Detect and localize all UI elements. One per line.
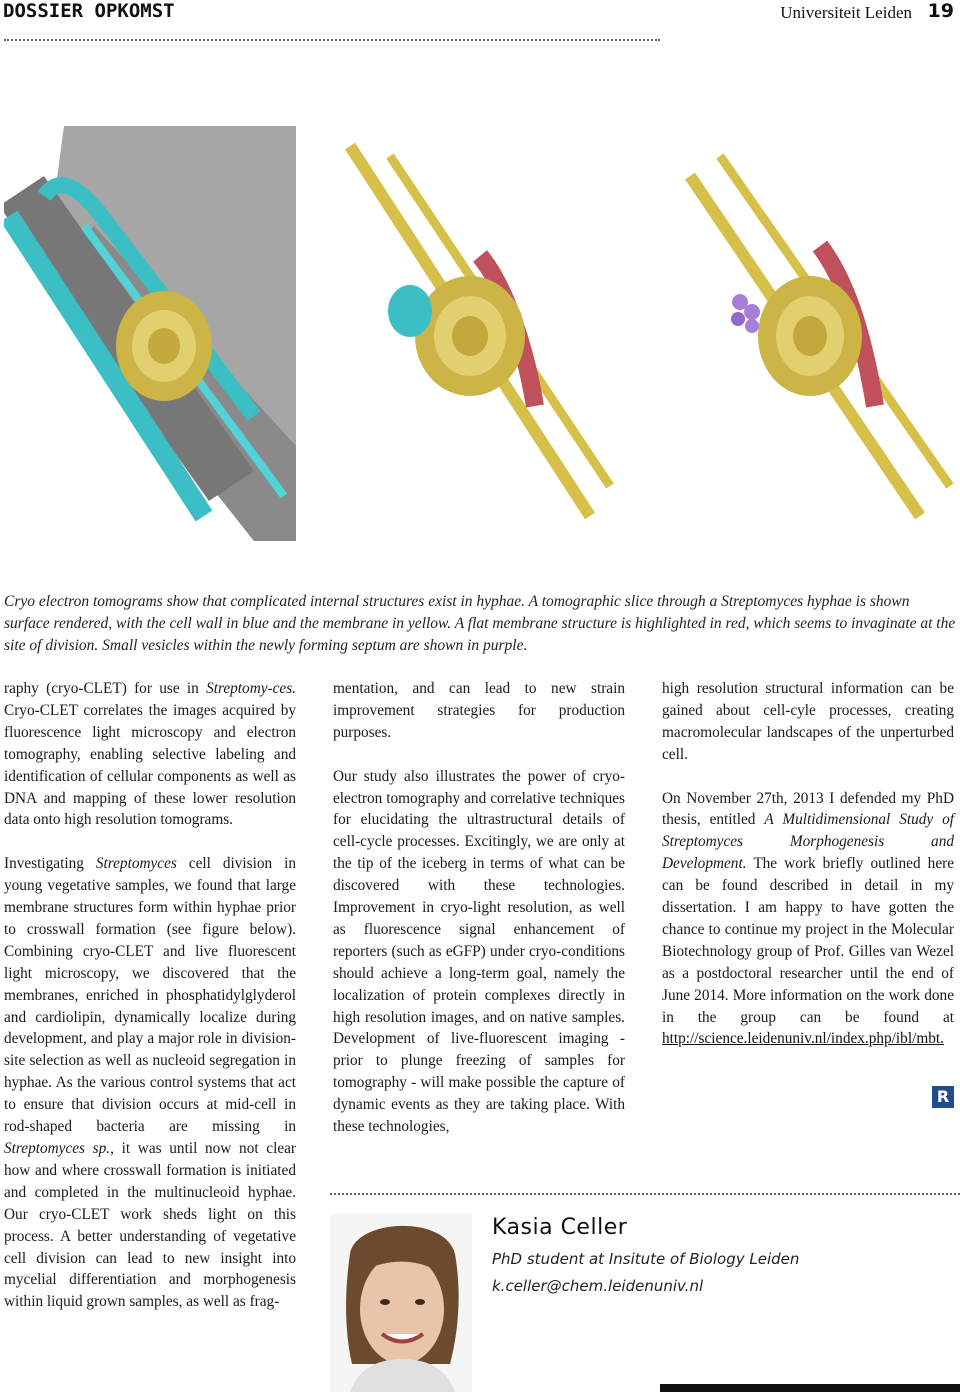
text-column-3 [662, 678, 954, 1072]
col1-paragraph-1: raphy (cryo-CLET) for use in Streptomy-ces. Cryo-CLET correlates the images acquired by fluorescence light microscopy and electron tomography, enabling selective labeling and identification of cellular components as well as DNA and mapping of these lower resolution data onto high resolution tomograms. [4, 680, 296, 829]
page-header [0, 0, 960, 40]
author-divider [330, 1193, 960, 1195]
header-divider [4, 39, 660, 41]
col3-paragraph-2: On November 27th, 2013 I defended my PhD thesis, entitled A Multidimensional Study of Streptomyces Morphogenesis and Development. The work briefly outlined here can be found described in detail in my dissertation. I am happy to have gotten the chance to continue my project in the Molecular Biotechnology group of Prof. Gilles van Wezel as a postdoctoral researcher until the end of June 2014. More information on the work done in the group can be found at http://science.leidenuniv.nl/index.php/ibl/mbt. [662, 789, 954, 1048]
col2-paragraph-2: Our study also illustrates the power of cryo-electron tomography and correlative techniques for elucidating the ultrastructural details of cell-cycle processes. Excitingly, we are only at the tip of the iceberg in terms of what can be discovered with these technologies. Improvement in cryo-light resolution, as well as fluorescence signal enhancement of reporters (such as eGFP) under cryo-conditions should achieve a long-term goal, namely the localization of protein complexes directly in high resolution images, and on native samples. Development of live-fluorescent imaging - prior to plunge freezing of samples for tomography - will make possible the capture of dynamic events as they are taking place. With these technologies, [333, 767, 625, 1136]
col1-paragraph-2: Investigating Streptomyces cell division in young vegetative samples, we found that large membrane structures form within hyphae prior to crosswall formation (see figure below). Combining cryo-CLET and live fluorescent light microscopy, we discovered that the membranes, enriched in phosphatidylglyderol and cardiolipin, dynamically localize during development, and play a major role in division-site selection as well as nucleoid segregation in hyphae. As the various control systems that act to ensure that division occurs at mid-cell in rod-shaped bacteria are missing in Streptomyces sp., it was until now not clear how and where crosswall formation is initiated and completed in the multinucleoid hyphae. Our cryo-CLET work sheds light on this process. A better understanding of vegetative cell division can lead to new insight into mycelial differentiation and morphogenesis within liquid grown samples, as well as frag- [4, 855, 297, 1311]
text-column-1 [4, 678, 296, 1335]
tomogram-panel-3 [660, 116, 956, 541]
figure-caption: Cryo electron tomograms show that complicated internal structures exist in hyphae. A tomographic slice through a Streptomyces hyphae is shown surface rendered, with the cell wall in blue and the membrane in yellow. A flat membrane structure is highlighted in red, which seems to invaginate at the site of division. Small vesicles within the newly forming septum are shown in purple. [4, 593, 956, 654]
author-role: PhD student at Insitute of Biology Leiden [492, 1250, 800, 1268]
section-title: DOSSIER OPKOMST [3, 0, 175, 22]
tomogram-panel-1 [4, 116, 296, 541]
leiden-logo-icon: R [932, 1086, 954, 1108]
text-column-2 [333, 678, 625, 1160]
group-website-link[interactable]: http://science.leidenuniv.nl/index.php/ibl/mbt. [662, 1030, 944, 1048]
author-photo [330, 1214, 472, 1392]
col3-paragraph-1: high resolution structural information can be gained about cell-cyle processes, creating macromolecular landscapes of the unperturbed cell. [662, 680, 954, 763]
author-email: k.celler@chem.leidenuniv.nl [492, 1277, 704, 1295]
col2-paragraph-1: mentation, and can lead to new strain improvement strategies for production purposes. [333, 680, 625, 741]
page-number: 19 [927, 0, 954, 22]
footer-bar [660, 1384, 960, 1392]
university-name: Universiteit Leiden [780, 3, 912, 22]
tomogram-panel-2 [330, 116, 624, 541]
author-name: Kasia Celler [492, 1215, 628, 1240]
